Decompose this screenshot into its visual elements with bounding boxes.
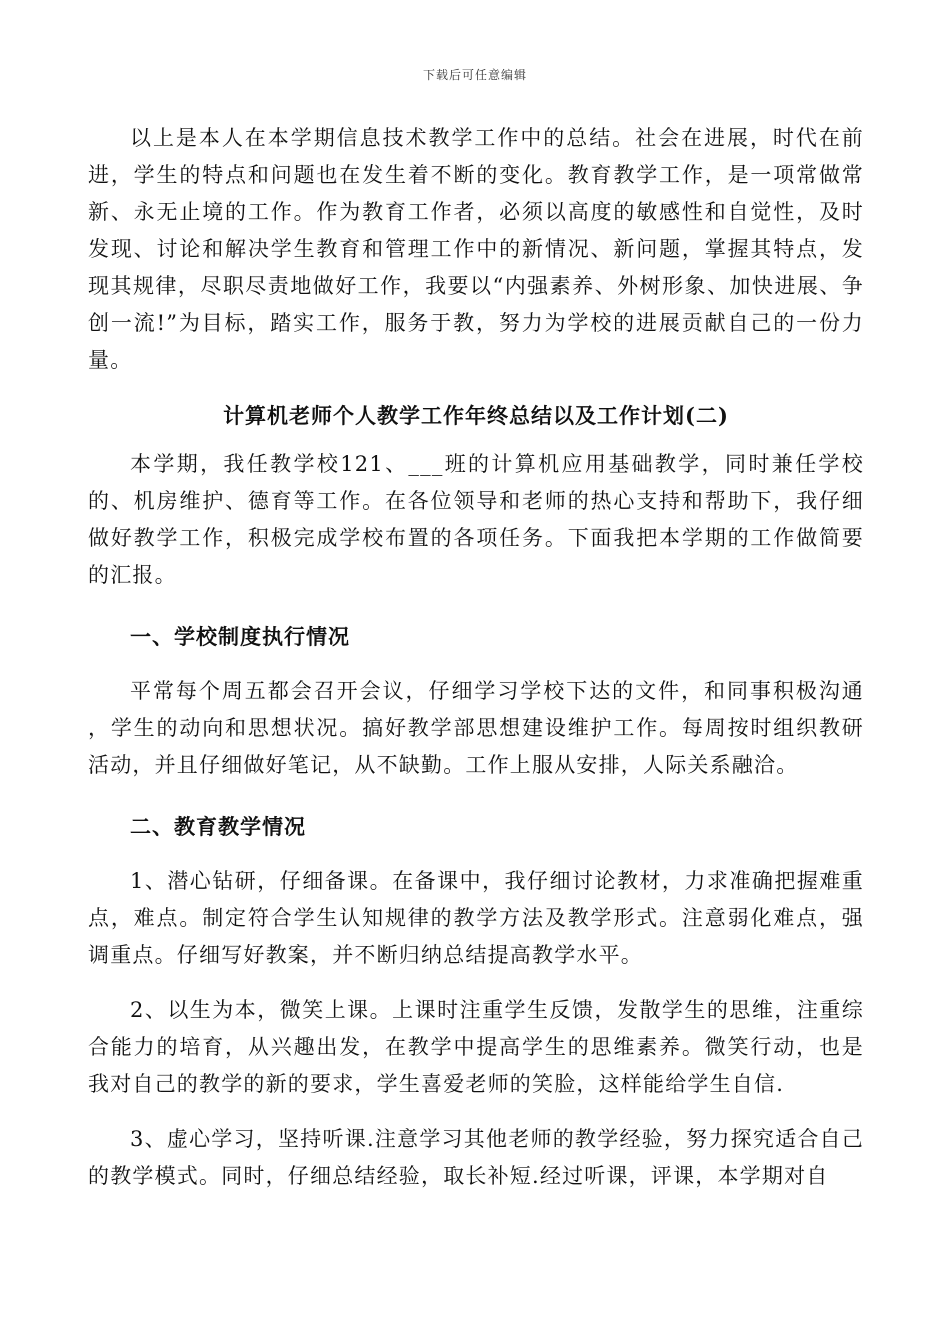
document-title: 计算机老师个人教学工作年终总结以及工作计划(二) (223, 403, 729, 428)
section-heading-1: 一、学校制度执行情况 (130, 624, 350, 649)
list-item-1: 1、潜心钻研，仔细备课。在备课中，我仔细讨论教材，力求准确把握难重点，难点。制定符合学生认知规律的教学方法及教学形式。注意弱化难点，强调重点。仔细写好教案，并不断归纳总结提高教学水平。 (88, 869, 864, 967)
spacer (88, 594, 864, 618)
header-note: 下载后可任意编辑 (422, 68, 527, 82)
list-item-3: 3、虚心学习，坚持听课.注意学习其他老师的教学经验，努力探究适合自己的教学模式。同时，仔细总结经验，取长补短.经过听课，评课，本学期对自 (88, 1127, 864, 1188)
spacer (88, 784, 864, 808)
spacer (88, 974, 864, 992)
spacer (88, 845, 864, 863)
intro-paragraph: 以上是本人在本学期信息技术教学工作中的总结。社会在进展，时代在前进，学生的特点和问题也在发生着不断的变化。教育教学工作，是一项常做常新、永无止境的工作。作为教育工作者，必须以高度的敏感性和自觉性，及时发现、讨论和解决学生教育和管理工作中的新情况、新问题，掌握其特点，发现其规律，尽职尽责地做好工作，我要以“内强素养、外树形象、加快进展、争创一流!”为目标，踏实工作，服务于教，努力为学校的进展贡献自己的一份力量。 (88, 126, 864, 372)
spacer (88, 1103, 864, 1121)
spacer (88, 655, 864, 673)
section-1-paragraph: 平常每个周五都会召开会议，仔细学习学校下达的文件，和同事积极沟通 ，学生的动向和思想状况。搞好教学部思想建设维护工作。每周按时组织教研活动，并且仔细做好笔记，从不缺勤。工作上服从安排，人际关系融洽。 (88, 679, 864, 777)
document-body (88, 120, 864, 1195)
opening-paragraph: 本学期，我任教学校121、___班的计算机应用基础教学，同时兼任学校的、机房维护、德育等工作。在各位领导和老师的热心支持和帮助下，我仔细做好教学工作，积极完成学校布置的各项任务。下面我把本学期的工作做简要的汇报。 (88, 452, 864, 587)
list-item-2: 2、以生为本，微笑上课。上课时注重学生反馈，发散学生的思维，注重综合能力的培育，从兴趣出发，在教学中提高学生的思维素养。微笑行动，也是我对自己的教学的新的要求，学生喜爱老师的笑脸，这样能给学生自信. (88, 998, 864, 1096)
section-heading-2: 二、教育教学情况 (130, 814, 306, 839)
